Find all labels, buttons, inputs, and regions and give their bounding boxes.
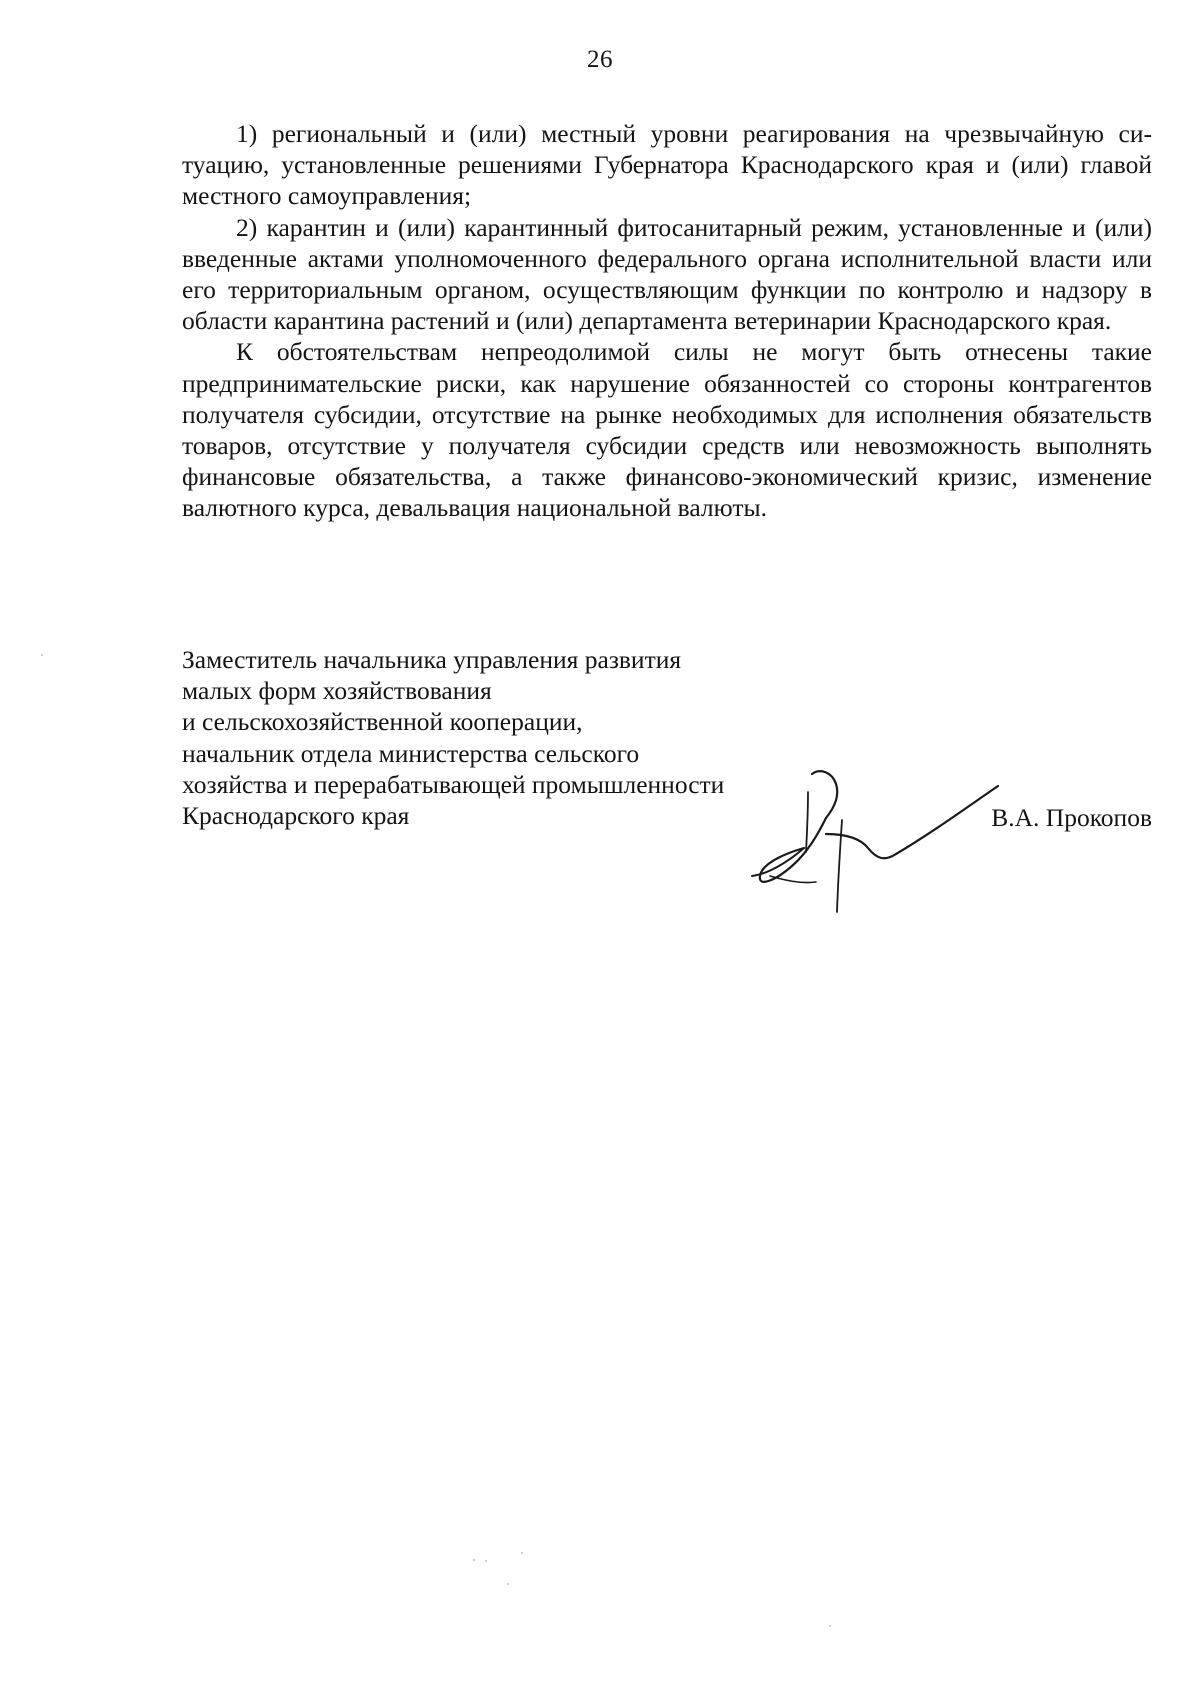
document-body [182,118,1152,524]
signatory-position-line: малых форм хозяйствования [182,676,492,706]
paragraph-force-majeure-exclusions: К обстоятельствам непреодолимой силы не могут быть отнесены такие предпринимательские риски, как нарушение обязанностей со стороны контрагентов получателя субсидии, отсутствие на рынке необходимых для исполнения обязательств товаров, отсутствие у получателя субсидии средств или невозможность выполнять финансовые обязательства, а также финансово-экономический кризис, изменение валютного курса, девальвация национальной валюты. [182,337,1152,523]
signatory-position-line: Заместитель начальника управления развития [182,645,682,674]
signatory-position-line: начальник отдела министерства сельского [182,738,640,768]
signatory-position-line: хозяйства и перерабатывающей промышленности [182,769,725,799]
signatory-position-line: и сельскохозяйственной кооперации, [182,707,583,737]
page-number: 26 [587,46,613,73]
signatory-position [182,644,802,831]
paragraph-regional-emergency: 1) региональный и (или) местный уровни реагирования на чрезвычайную ситуацию, установленные решениями Губернатора Краснодарского края и (или) главой местного самоуправления; [182,119,1152,211]
signatory-position-line: Краснодарского края [182,801,410,831]
signatory-name: В.А. Прокопов [991,803,1152,832]
paragraph-quarantine: 2) карантин и (или) карантинный фитосанитарный режим, установленные и (или) введенные актами уполномоченного федерального органа исполнительной власти или его территориальным органом, осуществляющим функции по контролю и надзору в области карантина растений и (или) департамента ветеринарии Краснодарского края. [182,212,1152,336]
